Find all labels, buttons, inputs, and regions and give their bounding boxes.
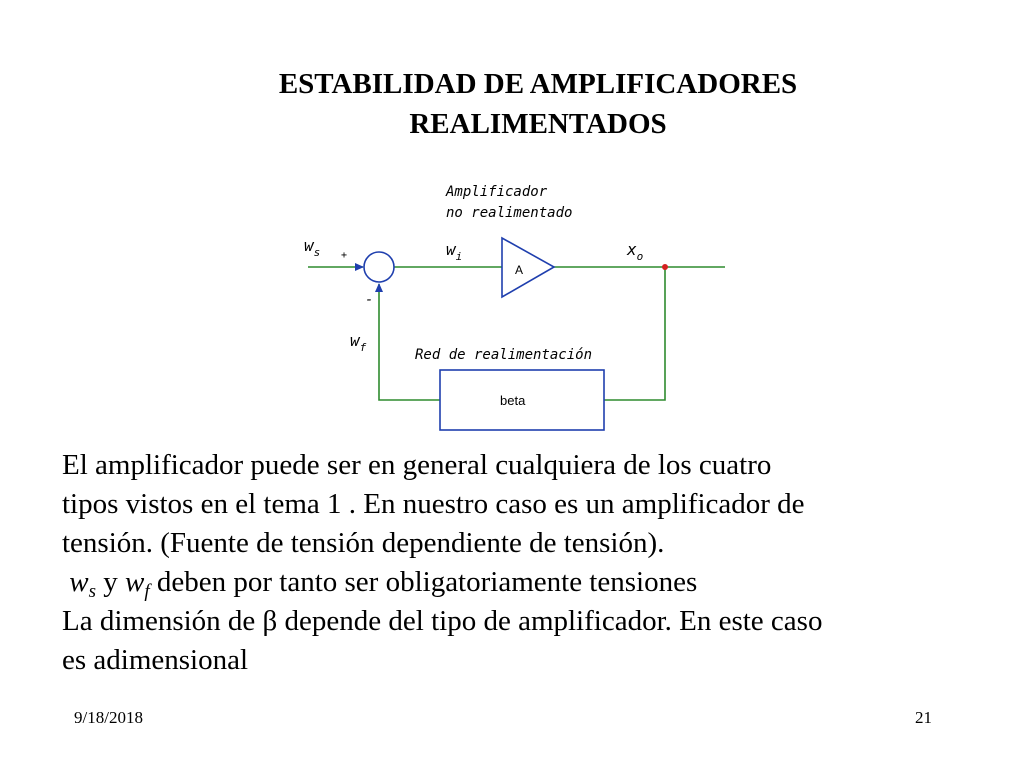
body-text [62, 446, 982, 680]
wf-label: $w_f$ [350, 331, 367, 354]
output-node-dot [662, 264, 668, 270]
input-arrow-icon [355, 263, 364, 271]
minus-sign: - [365, 292, 374, 308]
amplifier-label-line2: no realimentado [446, 205, 573, 221]
amplifier-symbol: A [515, 263, 524, 277]
body-line-5: La dimensión de β depende del tipo de amplificador. En este caso [62, 605, 823, 637]
body-line-6: es adimensional [62, 644, 249, 676]
xo-label: $x_o$ [627, 240, 644, 263]
footer-date: 9/18/2018 [74, 708, 143, 727]
ws-label: $w_s$ [304, 236, 321, 259]
body-line-2: tipos vistos en el tema 1 . En nuestro caso es un amplificador de [62, 488, 805, 520]
y-connector: y [96, 566, 125, 598]
body-line-4-rest: deben por tanto ser obligatoriamente tensiones [149, 566, 698, 598]
feedback-return-wire [604, 267, 665, 400]
wi-label: $w_i$ [446, 240, 463, 263]
ws-subscript: s [88, 581, 96, 602]
plus-sign: + [341, 250, 348, 261]
amplifier-label-line1: Amplificador [446, 184, 548, 200]
body-line-3: tensión. (Fuente de tensión dependiente de tensión). [62, 527, 665, 559]
slide-title-line1: ESTABILIDAD DE AMPLIFICADORES [278, 68, 798, 100]
summing-node [364, 252, 394, 282]
amplifier-triangle [502, 238, 554, 297]
wf-subscript: f [144, 581, 150, 602]
beta-label: beta [500, 393, 526, 408]
body-line-1: El amplificador puede ser en general cualquiera de los cuatro [62, 449, 772, 481]
feedback-arrow-icon [375, 283, 383, 292]
wf-symbol: w [125, 566, 145, 598]
footer-page-number: 21 [915, 708, 932, 727]
body-line-4 [62, 563, 982, 602]
feedback-network-label: Red de realimentación [415, 347, 593, 363]
slide-title-line2: REALIMENTADOS [409, 108, 667, 140]
feedback-input-wire [379, 284, 440, 400]
ws-symbol: w [69, 566, 89, 598]
